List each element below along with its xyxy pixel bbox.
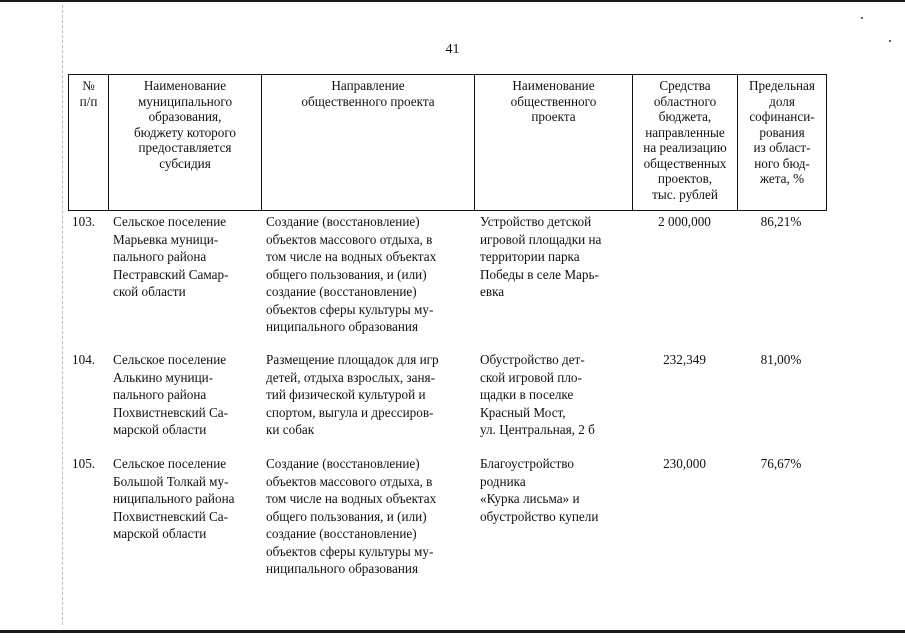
row-municipality: Сельское поселение Марьевка муници- пального района Пестравский Самар- ской области (113, 214, 229, 299)
row-share: 76,67% (760, 456, 802, 471)
scan-fold-line (62, 5, 63, 625)
row-direction: Создание (восстановление) объектов массового отдыха, в том числе на водных объектах общего пользования, и (или) создание (восстановление) объектов сферы культуры му- ниципального образования (266, 456, 437, 576)
header-number: № п/п (69, 75, 109, 210)
scan-top-edge (0, 0, 905, 2)
row-project: Обустройство дет- ской игровой пло- щадки в поселке Красный Мост, ул. Центральная, 2 б (480, 352, 595, 437)
row-number: 103. (72, 214, 96, 229)
scan-speck (861, 17, 863, 19)
header-funds: Средства областного бюджета, направленные на реализацию общественных проектов, тыс. рублей (633, 75, 738, 210)
row-direction: Создание (восстановление) объектов массового отдыха, в том числе на водных объектах общего пользования, и (или) создание (восстановление) объектов сферы культуры му- ниципального образования (266, 214, 437, 334)
row-direction: Размещение площадок для игр детей, отдыха взрослых, заня- тий физической культурой и спортом, выгула и дрессиров- ки собак (266, 352, 439, 437)
header-project: Наименование общественного проекта (475, 75, 633, 210)
header-share: Предельная доля софинанси- рования из област- ного бюд- жета, % (749, 78, 815, 186)
row-share: 86,21% (760, 214, 802, 229)
row-share: 81,00% (760, 352, 802, 367)
row-funds: 2 000,000 (658, 214, 711, 229)
row-municipality: Сельское поселение Алькино муници- пального района Похвистневский Са- марской области (113, 352, 229, 437)
row-number: 104. (72, 352, 96, 367)
row-project: Устройство детской игровой площадки на территории парка Победы в селе Марь- евка (480, 214, 602, 299)
row-municipality: Сельское поселение Большой Толкай му- ниципального района Похвистневский Са- марской области (113, 456, 235, 541)
header-direction: Направление общественного проекта (262, 75, 475, 210)
row-funds: 230,000 (663, 456, 706, 471)
row-number: 105. (72, 456, 96, 471)
table-header (68, 74, 827, 211)
row-project: Благоустройство родника «Курка лисьма» и обустройство купели (480, 456, 599, 524)
scan-bottom-edge (0, 630, 905, 633)
row-funds: 232,349 (663, 352, 706, 367)
header-municipality: Наименование муниципального образования, бюджету которого предоставляется субсидия (109, 75, 262, 210)
page-number: 41 (445, 42, 460, 57)
